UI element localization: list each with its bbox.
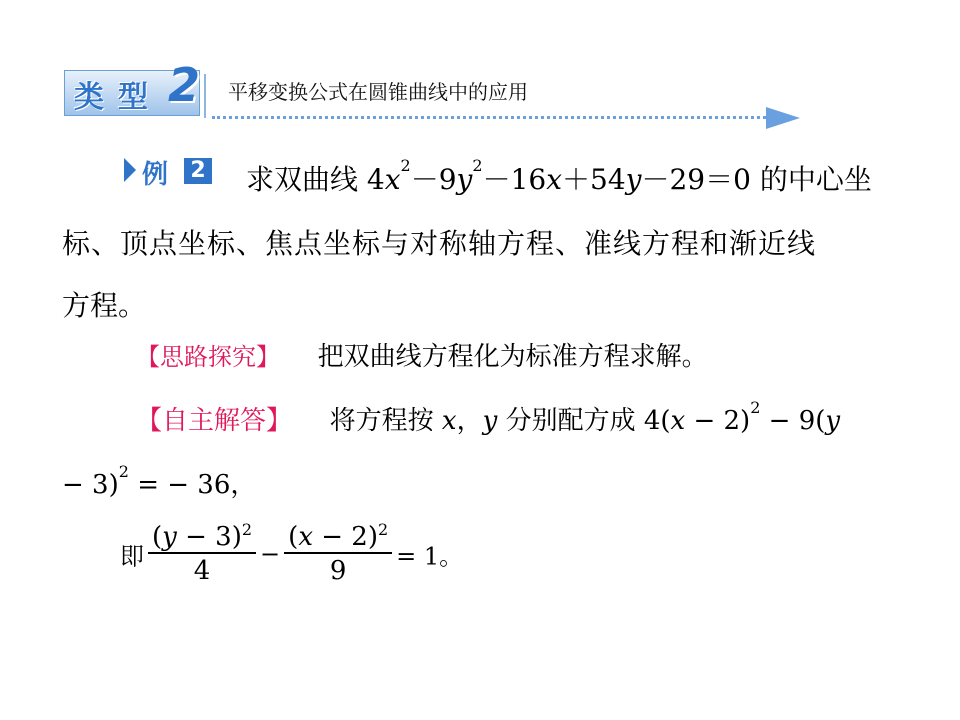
completed-square-equation: $4(x - 2)^2 - 9(y$ — [643, 398, 841, 436]
header-dotted-line — [212, 116, 772, 119]
hint-row — [136, 336, 708, 373]
badge-label: 类型 — [74, 80, 162, 115]
hyperbola-equation: $4x^2-9y^2-16x+54y-29=0$ — [366, 156, 751, 196]
hint-label: 【思路探究】 — [136, 343, 280, 371]
ji-label: 即 — [120, 542, 144, 571]
play-triangle-icon — [124, 158, 136, 182]
hint-text: 把双曲线方程化为标准方程求解。 — [317, 342, 708, 372]
badge-number: 2 — [168, 58, 201, 112]
fraction-2: $\frac{(x - 2)^2}{9}$ — [284, 522, 392, 586]
solution-label: 【自主解答】 — [136, 406, 293, 436]
example-number: 2 — [184, 158, 212, 184]
header-divider — [204, 74, 206, 118]
solution-row: 【自主解答】 将方程按 x，y 分别配方成 $4(x - 2)^2 - 9(y$ — [136, 398, 841, 436]
fraction-1: $\frac{(y - 3)^2}{4}$ — [148, 522, 256, 586]
problem-line-1: 求双曲线 $4x^2-9y^2-16x+54y-29=0$ 的中心坐 — [246, 156, 872, 196]
problem-line-3: 方程。 — [62, 289, 147, 322]
arrow-right-icon — [766, 107, 800, 129]
example-label: 例 — [142, 160, 169, 190]
solution-line-2: − 3)$^2$ = − 36， — [62, 462, 257, 500]
standard-form-equation: 即 $\frac{(y - 3)^2}{4}$ − $\frac{(x - 2)^2}{9}$ = 1。 — [120, 520, 464, 586]
problem-line-2: 标、顶点坐标、焦点坐标与对称轴方程、准线方程和渐近线 — [62, 227, 817, 260]
section-type-badge — [64, 58, 202, 120]
section-title: 平移变换公式在圆锥曲线中的应用 — [228, 80, 528, 104]
